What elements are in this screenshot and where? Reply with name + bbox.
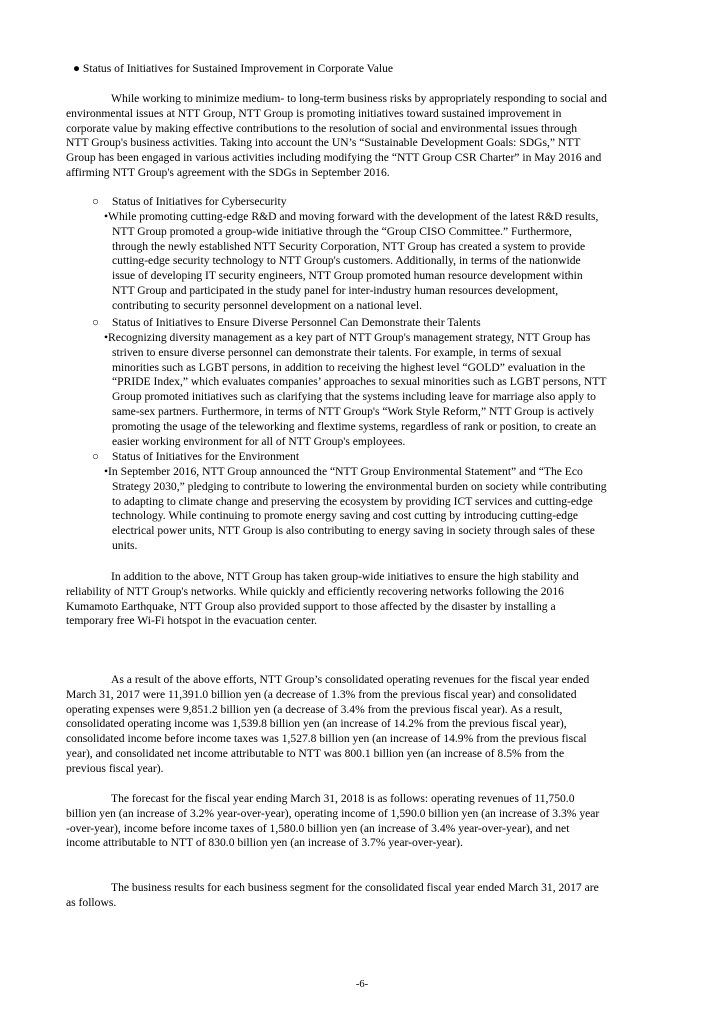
- paragraph-line: “PRIDE Index,” which evaluates companies’ approaches to sexual minorities such as LGBT persons, NTT: [112, 375, 607, 389]
- paragraph-line: Kumamoto Earthquake, NTT Group also provided support to those affected by the disaster by installing a: [66, 599, 556, 613]
- paragraph-line: •Recognizing diversity management as a key part of NTT Group's management strategy, NTT Group has: [104, 331, 591, 344]
- subsection-body-cybersecurity: [104, 210, 598, 314]
- forecast-paragraph: [66, 792, 599, 851]
- paragraph-line: contributing to security personnel development on a national level.: [112, 298, 423, 312]
- paragraph-line: affirming NTT Group's agreement with the SDGs in September 2016.: [66, 165, 390, 179]
- subsection-title: Status of Initiatives to Ensure Diverse Personnel Can Demonstrate their Talents: [112, 316, 481, 329]
- subsection-body-environment: [104, 465, 607, 554]
- paragraph-line: previous fiscal year).: [66, 761, 164, 775]
- paragraph-line: income attributable to NTT of 830.0 billion yen (an increase of 3.7% year-over-year).: [66, 836, 463, 850]
- paragraph-line: As a result of the above efforts, NTT Group’s consolidated operating revenues for the fiscal year ended: [111, 673, 590, 686]
- paragraph-line: easier working environment for all of NTT Group's employees.: [112, 434, 406, 448]
- paragraph-line: March 31, 2017 were 11,391.0 billion yen (a decrease of 1.3% from the previous fiscal year) and consolidated: [66, 687, 577, 701]
- paragraph-line: issue of developing IT security engineers, NTT Group promoted human resource development within: [112, 269, 583, 283]
- paragraph-line: The business results for each business segment for the consolidated fiscal year ended March 31, 2017 are: [111, 881, 599, 894]
- intro-paragraph: [66, 92, 607, 181]
- paragraph-line: technology. While continuing to promote energy saving and cost cutting by introducing cutting-edge: [112, 509, 579, 523]
- paragraph-line: NTT Group promoted a group-wide initiative through the “Group CISO Committee.” Furthermore,: [112, 224, 572, 238]
- subsection-title-cybersecurity: [92, 195, 287, 210]
- subsection-title-environment: [92, 450, 299, 465]
- subsection-title: Status of Initiatives for the Environment: [112, 450, 300, 463]
- paragraph-line: striven to ensure diverse personnel can demonstrate their talents. For example, in terms of sexual: [112, 345, 562, 359]
- paragraph-line: minorities such as LGBT persons, in addition to receiving the highest level “GOLD” evaluation in the: [112, 360, 586, 374]
- paragraph-line: promoting the usage of the teleworking and flextime systems, regardless of rank or position, to create an: [112, 419, 597, 433]
- paragraph-line: Group promoted initiatives such as clarifying that the systems including leave for marriage also apply to: [112, 390, 596, 404]
- paragraph-line: While working to minimize medium- to long-term business risks by appropriately responding to social and: [111, 92, 607, 105]
- paragraph-line: Strategy 2030,” pledging to contribute to lowering the environmental burden on society while contributing: [112, 479, 607, 493]
- circle-bullet-icon: ○: [92, 316, 100, 329]
- subsection-body-diversity: [104, 331, 606, 449]
- paragraph-line: consolidated operating income was 1,539.8 billion yen (an increase of 14.2% from the previous fiscal year),: [66, 717, 567, 731]
- circle-bullet-icon: ○: [92, 195, 100, 208]
- results-paragraph: [66, 673, 589, 777]
- subsection-title-diversity: [92, 316, 481, 331]
- circle-bullet-icon: ○: [92, 450, 100, 463]
- paragraph-line: billion yen (an increase of 3.2% year-over-year), operating income of 1,590.0 billion yen (an increase of 3.3% year: [66, 806, 600, 820]
- paragraph-line: •While promoting cutting-edge R&D and moving forward with the development of the latest R&D results,: [104, 210, 599, 223]
- paragraph-line: •In September 2016, NTT Group announced the “NTT Group Environmental Statement” and “The Eco: [104, 465, 583, 478]
- paragraph-line: environmental issues at NTT Group, NTT Group is promoting initiatives toward sustained improvement in: [66, 106, 562, 120]
- segment-intro-paragraph: [66, 881, 599, 911]
- paragraph-line: temporary free Wi-Fi hotspot in the evacuation center.: [66, 614, 318, 628]
- paragraph-line: same-sex partners. Furthermore, in terms of NTT Group's “Work Style Reform,” NTT Group is actively: [112, 404, 595, 418]
- paragraph-line: year), and consolidated net income attributable to NTT was 800.1 billion yen (an increase of 8.5% from the: [66, 746, 565, 760]
- paragraph-line: operating expenses were 9,851.2 billion yen (a decrease of 3.4% from the previous fiscal year). As a result,: [66, 702, 563, 716]
- section-heading: ● Status of Initiatives for Sustained Improvement in Corporate Value: [73, 62, 394, 75]
- subsection-title: Status of Initiatives for Cybersecurity: [112, 195, 287, 208]
- paragraph-line: through the newly established NTT Security Corporation, NTT Group has created a system to provide: [112, 239, 586, 253]
- network-paragraph: [66, 570, 579, 629]
- paragraph-line: to adapting to climate change and preserving the ecosystem by providing ICT services and cutting-edge: [112, 494, 593, 508]
- paragraph-line: In addition to the above, NTT Group has taken group-wide initiatives to ensure the high stability and: [111, 570, 579, 583]
- paragraph-line: NTT Group's business activities. Taking into account the UN’s “Sustainable Development Goals: SDGs,” NTT: [66, 136, 581, 150]
- paragraph-line: consolidated income before income taxes was 1,527.8 billion yen (an increase of 14.9% from the previous fiscal: [66, 732, 587, 746]
- paragraph-line: NTT Group and participated in the study panel for inter-industry human resources development,: [112, 283, 559, 297]
- paragraph-line: The forecast for the fiscal year ending March 31, 2018 is as follows: operating revenues of 11,750.0: [111, 792, 575, 805]
- paragraph-line: cutting-edge security technology to NTT Group's customers. Additionally, in terms of the nationwide: [112, 254, 581, 268]
- paragraph-line: as follows.: [66, 895, 117, 909]
- paragraph-line: reliability of NTT Group's networks. While quickly and efficiently recovering networks following the 2016: [66, 584, 564, 598]
- page-number: -6-: [355, 979, 369, 990]
- paragraph-line: electrical power units, NTT Group is also contributing to energy saving in society through sales of these: [112, 524, 595, 538]
- paragraph-line: corporate value by making effective contributions to the resolution of social and environmental issues through: [66, 121, 578, 135]
- paragraph-line: units.: [112, 538, 138, 552]
- paragraph-line: -over-year), income before income taxes of 1,580.0 billion yen (an increase of 3.4% year-over-year), and net: [66, 821, 570, 835]
- paragraph-line: Group has been engaged in various activities including modifying the “NTT Group CSR Charter” in May 2016 and: [66, 151, 602, 165]
